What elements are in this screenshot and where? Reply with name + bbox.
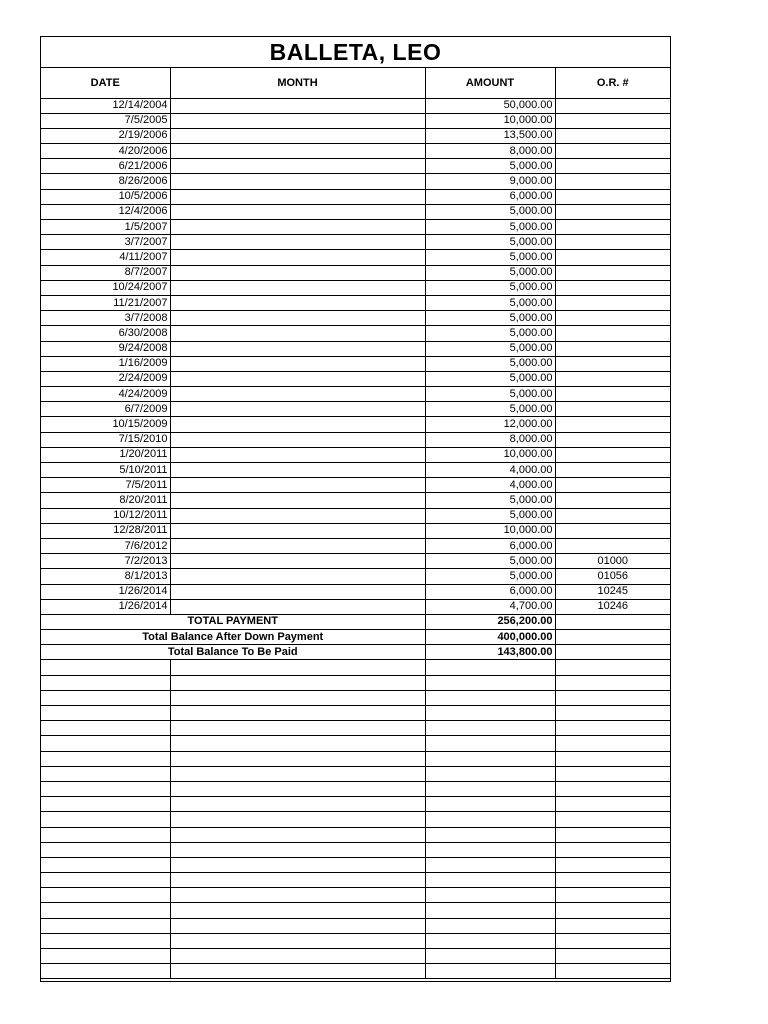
amount-cell: 5,000.00: [425, 493, 555, 508]
table-row: [41, 371, 670, 386]
date-cell: 4/11/2007: [41, 250, 170, 265]
empty-row: [41, 873, 670, 888]
month-cell: [170, 387, 425, 402]
amount-cell: 5,000.00: [425, 356, 555, 371]
month-cell: [170, 812, 425, 827]
date-cell: [41, 751, 170, 766]
empty-row: [41, 766, 670, 781]
table-row: [41, 402, 670, 417]
table-row: [41, 311, 670, 326]
table-row: [41, 189, 670, 204]
month-cell: [170, 493, 425, 508]
date-cell: 7/5/2005: [41, 113, 170, 128]
or-number-cell: [555, 721, 670, 736]
or-number-cell: [555, 766, 670, 781]
date-cell: 8/7/2007: [41, 265, 170, 280]
amount-cell: [425, 827, 555, 842]
month-cell: [170, 599, 425, 614]
or-number-cell: [555, 523, 670, 538]
or-number-cell: [555, 736, 670, 751]
month-cell: [170, 402, 425, 417]
month-cell: [170, 311, 425, 326]
amount-cell: 5,000.00: [425, 311, 555, 326]
empty-row: [41, 660, 670, 675]
or-number-cell: [555, 159, 670, 174]
date-cell: 2/24/2009: [41, 371, 170, 386]
empty-row: [41, 721, 670, 736]
month-cell: [170, 159, 425, 174]
amount-cell: 5,000.00: [425, 159, 555, 174]
amount-cell: 13,500.00: [425, 128, 555, 143]
month-cell: [170, 280, 425, 295]
date-cell: 3/7/2008: [41, 311, 170, 326]
month-cell: [170, 781, 425, 796]
or-number-cell: [555, 463, 670, 478]
amount-cell: 5,000.00: [425, 265, 555, 280]
date-cell: 7/6/2012: [41, 538, 170, 553]
empty-row: [41, 903, 670, 918]
month-cell: [170, 508, 425, 523]
empty-row: [41, 918, 670, 933]
table-row: [41, 554, 670, 569]
table-row: [41, 538, 670, 553]
date-cell: 6/7/2009: [41, 402, 170, 417]
date-cell: [41, 918, 170, 933]
amount-cell: 5,000.00: [425, 250, 555, 265]
or-number-cell: [555, 933, 670, 948]
summary-or-cell: [555, 614, 670, 629]
table-row: [41, 174, 670, 189]
or-number-cell: [555, 144, 670, 159]
month-cell: [170, 356, 425, 371]
empty-row: [41, 751, 670, 766]
table-row: [41, 204, 670, 219]
or-number-cell: [555, 128, 670, 143]
or-number-cell: [555, 842, 670, 857]
or-number-cell: [555, 751, 670, 766]
date-cell: 5/10/2011: [41, 463, 170, 478]
table-row: [41, 98, 670, 113]
amount-cell: 5,000.00: [425, 326, 555, 341]
month-cell: [170, 538, 425, 553]
or-number-cell: [555, 189, 670, 204]
date-cell: 8/26/2006: [41, 174, 170, 189]
table-row: [41, 523, 670, 538]
date-cell: [41, 675, 170, 690]
date-cell: [41, 690, 170, 705]
date-cell: [41, 842, 170, 857]
table-row: [41, 280, 670, 295]
date-cell: 6/30/2008: [41, 326, 170, 341]
amount-cell: [425, 721, 555, 736]
date-cell: [41, 857, 170, 872]
or-number-cell: [555, 250, 670, 265]
amount-cell: [425, 781, 555, 796]
or-number-cell: [555, 690, 670, 705]
amount-cell: [425, 706, 555, 721]
date-cell: 2/19/2006: [41, 128, 170, 143]
month-cell: [170, 584, 425, 599]
month-cell: [170, 432, 425, 447]
or-number-cell: [555, 493, 670, 508]
summary-amount: 256,200.00: [425, 614, 555, 629]
or-number-cell: 01000: [555, 554, 670, 569]
summary-label: Total Balance After Down Payment: [41, 630, 425, 645]
date-cell: [41, 964, 170, 979]
empty-row: [41, 675, 670, 690]
date-cell: [41, 781, 170, 796]
empty-row: [41, 781, 670, 796]
month-cell: [170, 144, 425, 159]
or-number-cell: [555, 113, 670, 128]
or-number-cell: [555, 508, 670, 523]
month-cell: [170, 721, 425, 736]
amount-cell: 6,000.00: [425, 538, 555, 553]
date-cell: 6/21/2006: [41, 159, 170, 174]
date-cell: 4/24/2009: [41, 387, 170, 402]
month-cell: [170, 523, 425, 538]
table-row: [41, 432, 670, 447]
amount-cell: 12,000.00: [425, 417, 555, 432]
month-cell: [170, 949, 425, 964]
empty-row: [41, 888, 670, 903]
amount-cell: 5,000.00: [425, 371, 555, 386]
month-cell: [170, 675, 425, 690]
date-cell: 1/26/2014: [41, 584, 170, 599]
month-cell: [170, 174, 425, 189]
date-cell: 1/20/2011: [41, 447, 170, 462]
month-cell: [170, 235, 425, 250]
amount-cell: [425, 766, 555, 781]
month-cell: [170, 417, 425, 432]
date-cell: 9/24/2008: [41, 341, 170, 356]
or-number-cell: [555, 402, 670, 417]
date-cell: [41, 933, 170, 948]
date-cell: [41, 812, 170, 827]
empty-row: [41, 933, 670, 948]
amount-cell: [425, 660, 555, 675]
or-number-cell: [555, 98, 670, 113]
date-cell: 10/24/2007: [41, 280, 170, 295]
month-cell: [170, 751, 425, 766]
date-cell: 1/5/2007: [41, 220, 170, 235]
or-number-cell: [555, 447, 670, 462]
month-cell: [170, 326, 425, 341]
or-number-cell: [555, 675, 670, 690]
month-cell: [170, 873, 425, 888]
date-cell: 8/1/2013: [41, 569, 170, 584]
amount-cell: 5,000.00: [425, 508, 555, 523]
or-number-cell: [555, 949, 670, 964]
empty-row: [41, 736, 670, 751]
month-cell: [170, 903, 425, 918]
date-cell: [41, 949, 170, 964]
table-row: [41, 387, 670, 402]
amount-cell: 5,000.00: [425, 295, 555, 310]
table-row: [41, 508, 670, 523]
amount-cell: [425, 812, 555, 827]
month-cell: [170, 463, 425, 478]
date-cell: [41, 888, 170, 903]
month-cell: [170, 888, 425, 903]
amount-cell: 5,000.00: [425, 220, 555, 235]
or-number-cell: [555, 174, 670, 189]
empty-row: [41, 857, 670, 872]
header-row: [41, 68, 670, 98]
empty-row: [41, 812, 670, 827]
or-number-cell: 10246: [555, 599, 670, 614]
month-cell: [170, 706, 425, 721]
amount-cell: [425, 675, 555, 690]
amount-cell: [425, 933, 555, 948]
amount-cell: 6,000.00: [425, 189, 555, 204]
date-cell: 4/20/2006: [41, 144, 170, 159]
amount-cell: 5,000.00: [425, 554, 555, 569]
date-cell: [41, 797, 170, 812]
amount-cell: [425, 888, 555, 903]
amount-cell: 8,000.00: [425, 432, 555, 447]
amount-cell: [425, 964, 555, 979]
table-body: [41, 98, 670, 979]
month-cell: [170, 265, 425, 280]
header-month: MONTH: [170, 68, 425, 98]
amount-cell: [425, 918, 555, 933]
date-cell: [41, 660, 170, 675]
payment-table: [41, 68, 670, 979]
date-cell: [41, 721, 170, 736]
amount-cell: 4,700.00: [425, 599, 555, 614]
table-row: [41, 128, 670, 143]
amount-cell: [425, 842, 555, 857]
summary-row: [41, 630, 670, 645]
month-cell: [170, 98, 425, 113]
or-number-cell: 01056: [555, 569, 670, 584]
or-number-cell: [555, 341, 670, 356]
month-cell: [170, 447, 425, 462]
amount-cell: 4,000.00: [425, 463, 555, 478]
summary-row: [41, 645, 670, 660]
empty-row: [41, 690, 670, 705]
date-cell: 12/4/2006: [41, 204, 170, 219]
or-number-cell: [555, 964, 670, 979]
or-number-cell: [555, 235, 670, 250]
date-cell: [41, 766, 170, 781]
month-cell: [170, 918, 425, 933]
amount-cell: 5,000.00: [425, 569, 555, 584]
table-row: [41, 478, 670, 493]
or-number-cell: 10245: [555, 584, 670, 599]
or-number-cell: [555, 812, 670, 827]
amount-cell: [425, 751, 555, 766]
date-cell: 3/7/2007: [41, 235, 170, 250]
sheet-title: BALLETA, LEO: [41, 37, 670, 68]
date-cell: 10/5/2006: [41, 189, 170, 204]
month-cell: [170, 204, 425, 219]
or-number-cell: [555, 432, 670, 447]
amount-cell: [425, 797, 555, 812]
date-cell: 10/15/2009: [41, 417, 170, 432]
summary-or-cell: [555, 645, 670, 660]
date-cell: [41, 827, 170, 842]
empty-row: [41, 706, 670, 721]
amount-cell: 5,000.00: [425, 280, 555, 295]
or-number-cell: [555, 280, 670, 295]
month-cell: [170, 554, 425, 569]
summary-amount: 143,800.00: [425, 645, 555, 660]
table-row: [41, 113, 670, 128]
summary-or-cell: [555, 630, 670, 645]
or-number-cell: [555, 827, 670, 842]
empty-row: [41, 827, 670, 842]
amount-cell: 4,000.00: [425, 478, 555, 493]
date-cell: 8/20/2011: [41, 493, 170, 508]
month-cell: [170, 933, 425, 948]
or-number-cell: [555, 326, 670, 341]
month-cell: [170, 250, 425, 265]
date-cell: 1/26/2014: [41, 599, 170, 614]
table-row: [41, 326, 670, 341]
month-cell: [170, 797, 425, 812]
table-row: [41, 144, 670, 159]
table-row: [41, 235, 670, 250]
or-number-cell: [555, 371, 670, 386]
amount-cell: 5,000.00: [425, 204, 555, 219]
month-cell: [170, 660, 425, 675]
month-cell: [170, 341, 425, 356]
or-number-cell: [555, 204, 670, 219]
amount-cell: 8,000.00: [425, 144, 555, 159]
or-number-cell: [555, 220, 670, 235]
summary-row: [41, 614, 670, 629]
date-cell: [41, 736, 170, 751]
month-cell: [170, 569, 425, 584]
amount-cell: 10,000.00: [425, 447, 555, 462]
month-cell: [170, 964, 425, 979]
amount-cell: [425, 736, 555, 751]
month-cell: [170, 690, 425, 705]
table-row: [41, 220, 670, 235]
date-cell: 7/5/2011: [41, 478, 170, 493]
or-number-cell: [555, 387, 670, 402]
table-row: [41, 265, 670, 280]
date-cell: [41, 873, 170, 888]
table-row: [41, 584, 670, 599]
month-cell: [170, 827, 425, 842]
amount-cell: [425, 690, 555, 705]
or-number-cell: [555, 706, 670, 721]
table-row: [41, 569, 670, 584]
or-number-cell: [555, 295, 670, 310]
month-cell: [170, 113, 425, 128]
month-cell: [170, 766, 425, 781]
month-cell: [170, 295, 425, 310]
amount-cell: 50,000.00: [425, 98, 555, 113]
empty-row: [41, 949, 670, 964]
amount-cell: [425, 903, 555, 918]
table-row: [41, 447, 670, 462]
table-row: [41, 493, 670, 508]
summary-label: Total Balance To Be Paid: [41, 645, 425, 660]
or-number-cell: [555, 660, 670, 675]
date-cell: 10/12/2011: [41, 508, 170, 523]
or-number-cell: [555, 903, 670, 918]
header-or: O.R. #: [555, 68, 670, 98]
or-number-cell: [555, 417, 670, 432]
amount-cell: [425, 873, 555, 888]
table-row: [41, 417, 670, 432]
ledger-sheet: [40, 36, 671, 982]
amount-cell: 9,000.00: [425, 174, 555, 189]
summary-amount: 400,000.00: [425, 630, 555, 645]
or-number-cell: [555, 538, 670, 553]
or-number-cell: [555, 265, 670, 280]
month-cell: [170, 478, 425, 493]
table-row: [41, 341, 670, 356]
or-number-cell: [555, 781, 670, 796]
or-number-cell: [555, 918, 670, 933]
or-number-cell: [555, 873, 670, 888]
month-cell: [170, 371, 425, 386]
month-cell: [170, 857, 425, 872]
amount-cell: 5,000.00: [425, 341, 555, 356]
date-cell: 11/21/2007: [41, 295, 170, 310]
or-number-cell: [555, 888, 670, 903]
date-cell: 12/14/2004: [41, 98, 170, 113]
amount-cell: 5,000.00: [425, 235, 555, 250]
amount-cell: 5,000.00: [425, 387, 555, 402]
amount-cell: 10,000.00: [425, 113, 555, 128]
table-row: [41, 599, 670, 614]
table-row: [41, 463, 670, 478]
month-cell: [170, 736, 425, 751]
date-cell: [41, 706, 170, 721]
table-row: [41, 159, 670, 174]
empty-row: [41, 797, 670, 812]
date-cell: [41, 903, 170, 918]
month-cell: [170, 189, 425, 204]
amount-cell: 6,000.00: [425, 584, 555, 599]
date-cell: 7/2/2013: [41, 554, 170, 569]
summary-label: TOTAL PAYMENT: [41, 614, 425, 629]
or-number-cell: [555, 311, 670, 326]
amount-cell: 5,000.00: [425, 402, 555, 417]
month-cell: [170, 842, 425, 857]
or-number-cell: [555, 356, 670, 371]
empty-row: [41, 964, 670, 979]
date-cell: 12/28/2011: [41, 523, 170, 538]
date-cell: 7/15/2010: [41, 432, 170, 447]
date-cell: 1/16/2009: [41, 356, 170, 371]
table-row: [41, 295, 670, 310]
or-number-cell: [555, 478, 670, 493]
or-number-cell: [555, 857, 670, 872]
header-date: DATE: [41, 68, 170, 98]
amount-cell: [425, 949, 555, 964]
month-cell: [170, 220, 425, 235]
empty-row: [41, 842, 670, 857]
amount-cell: [425, 857, 555, 872]
table-row: [41, 356, 670, 371]
month-cell: [170, 128, 425, 143]
header-amount: AMOUNT: [425, 68, 555, 98]
table-row: [41, 250, 670, 265]
amount-cell: 10,000.00: [425, 523, 555, 538]
or-number-cell: [555, 797, 670, 812]
